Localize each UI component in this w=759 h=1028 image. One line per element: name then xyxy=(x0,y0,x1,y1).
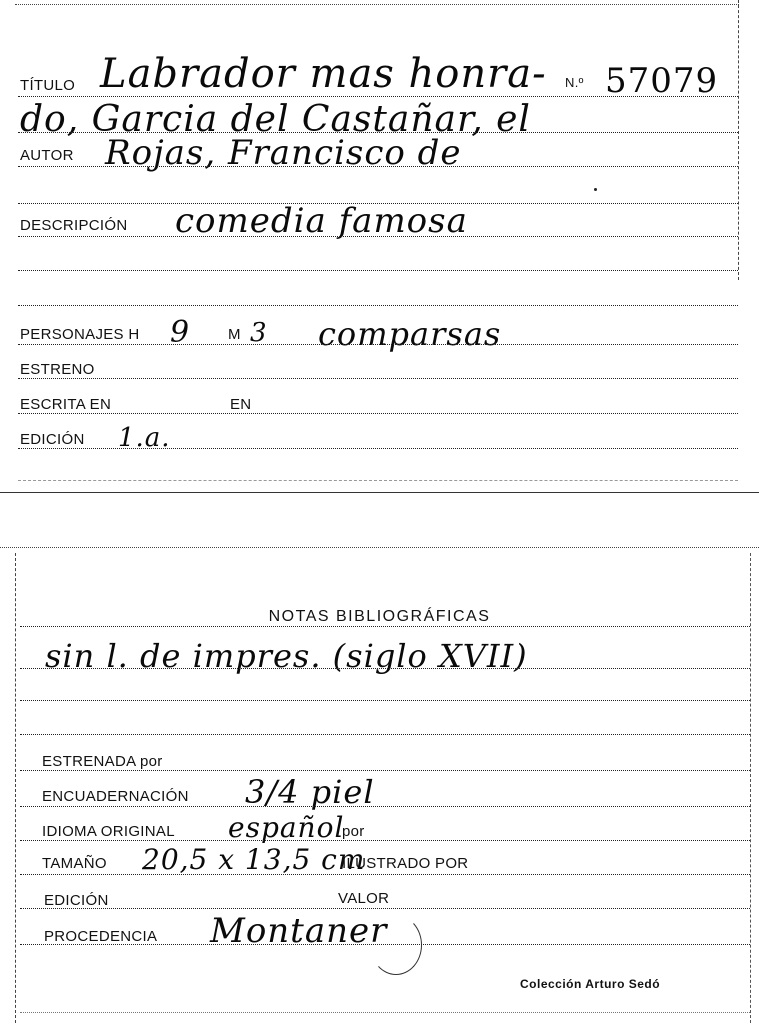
estrenada-label: ESTRENADA por xyxy=(42,753,163,770)
estreno-rule xyxy=(18,378,738,379)
encuadernacion-label: ENCUADERNACIÓN xyxy=(42,788,189,805)
edicion-bottom-rule xyxy=(20,908,750,909)
idioma-por-label: por xyxy=(342,823,365,840)
titulo-label: TÍTULO xyxy=(20,77,76,94)
descripcion-label: DESCRIPCIÓN xyxy=(20,217,128,234)
tamano-rule xyxy=(20,874,750,875)
numero-label: N.º xyxy=(565,75,584,90)
procedencia-value: Montaner xyxy=(210,911,388,951)
idioma-label: IDIOMA ORIGINAL xyxy=(42,823,175,840)
notas-value: sin l. de impres. (siglo XVII) xyxy=(45,637,528,675)
personajes-label: PERSONAJES H xyxy=(20,326,140,343)
last-rule xyxy=(20,1012,750,1013)
titulo-value-line2: do, Garcia del Castañar, el xyxy=(20,99,531,140)
escrita-en-en-label: EN xyxy=(230,396,252,413)
personajes-rule xyxy=(18,344,738,345)
stamp-mark xyxy=(370,915,422,975)
edicion-rule xyxy=(18,448,738,449)
notas-rule-3 xyxy=(20,700,750,701)
ink-mark xyxy=(594,188,597,191)
notas-rule-2 xyxy=(20,668,750,669)
encuadernacion-rule xyxy=(20,806,750,807)
descripcion-value: comedia famosa xyxy=(175,201,468,241)
estreno-label: ESTRENO xyxy=(20,361,95,378)
personajes-extra: comparsas xyxy=(318,315,502,353)
ilustrado-label: ILUSTRADO POR xyxy=(342,855,469,872)
idioma-rule xyxy=(20,840,750,841)
numero-value: 57079 xyxy=(605,61,719,101)
personajes-h-value: 9 xyxy=(170,315,191,350)
tamano-label: TAMAÑO xyxy=(42,855,107,872)
procedencia-label: PROCEDENCIA xyxy=(44,928,158,945)
idioma-value: español xyxy=(228,811,345,844)
autor-label: AUTOR xyxy=(20,147,74,164)
notas-bibliograficas-title: NOTAS BIBLIOGRÁFICAS xyxy=(268,608,491,625)
valor-label: VALOR xyxy=(338,890,390,907)
edicion-label: EDICIÓN xyxy=(20,431,85,448)
estrenada-rule xyxy=(20,770,750,771)
edicion-value: 1.a. xyxy=(118,423,171,453)
encuadernacion-value: 3/4 piel xyxy=(245,773,375,811)
collection-label: Colección Arturo Sedó xyxy=(520,977,661,991)
card-top-border xyxy=(15,4,739,6)
titulo-value-line1: Labrador mas honra- xyxy=(100,51,547,97)
escrita-en-rule xyxy=(18,413,738,414)
personajes-m-label: M xyxy=(228,326,241,343)
catalog-card-top xyxy=(0,0,759,493)
autor-value: Rojas, Francisco de xyxy=(105,133,462,173)
escrita-en-label: ESCRITA EN xyxy=(20,396,112,413)
procedencia-rule xyxy=(20,944,750,945)
personajes-m-value: 3 xyxy=(250,318,268,348)
card-right-edge xyxy=(736,0,739,280)
descripcion-rule xyxy=(18,236,738,237)
tamano-value: 20,5 x 13,5 cm xyxy=(142,843,366,876)
edicion-bottom-label: EDICIÓN xyxy=(44,892,109,909)
notas-rule-1 xyxy=(20,626,750,627)
autor-rule xyxy=(18,166,738,167)
notas-rule-4 xyxy=(20,734,750,735)
blank-rule-2 xyxy=(18,270,738,271)
card-bottom-border xyxy=(0,547,759,549)
bottom-rule xyxy=(18,480,738,481)
blank-rule-3 xyxy=(18,305,738,306)
titulo-rule xyxy=(18,96,738,97)
